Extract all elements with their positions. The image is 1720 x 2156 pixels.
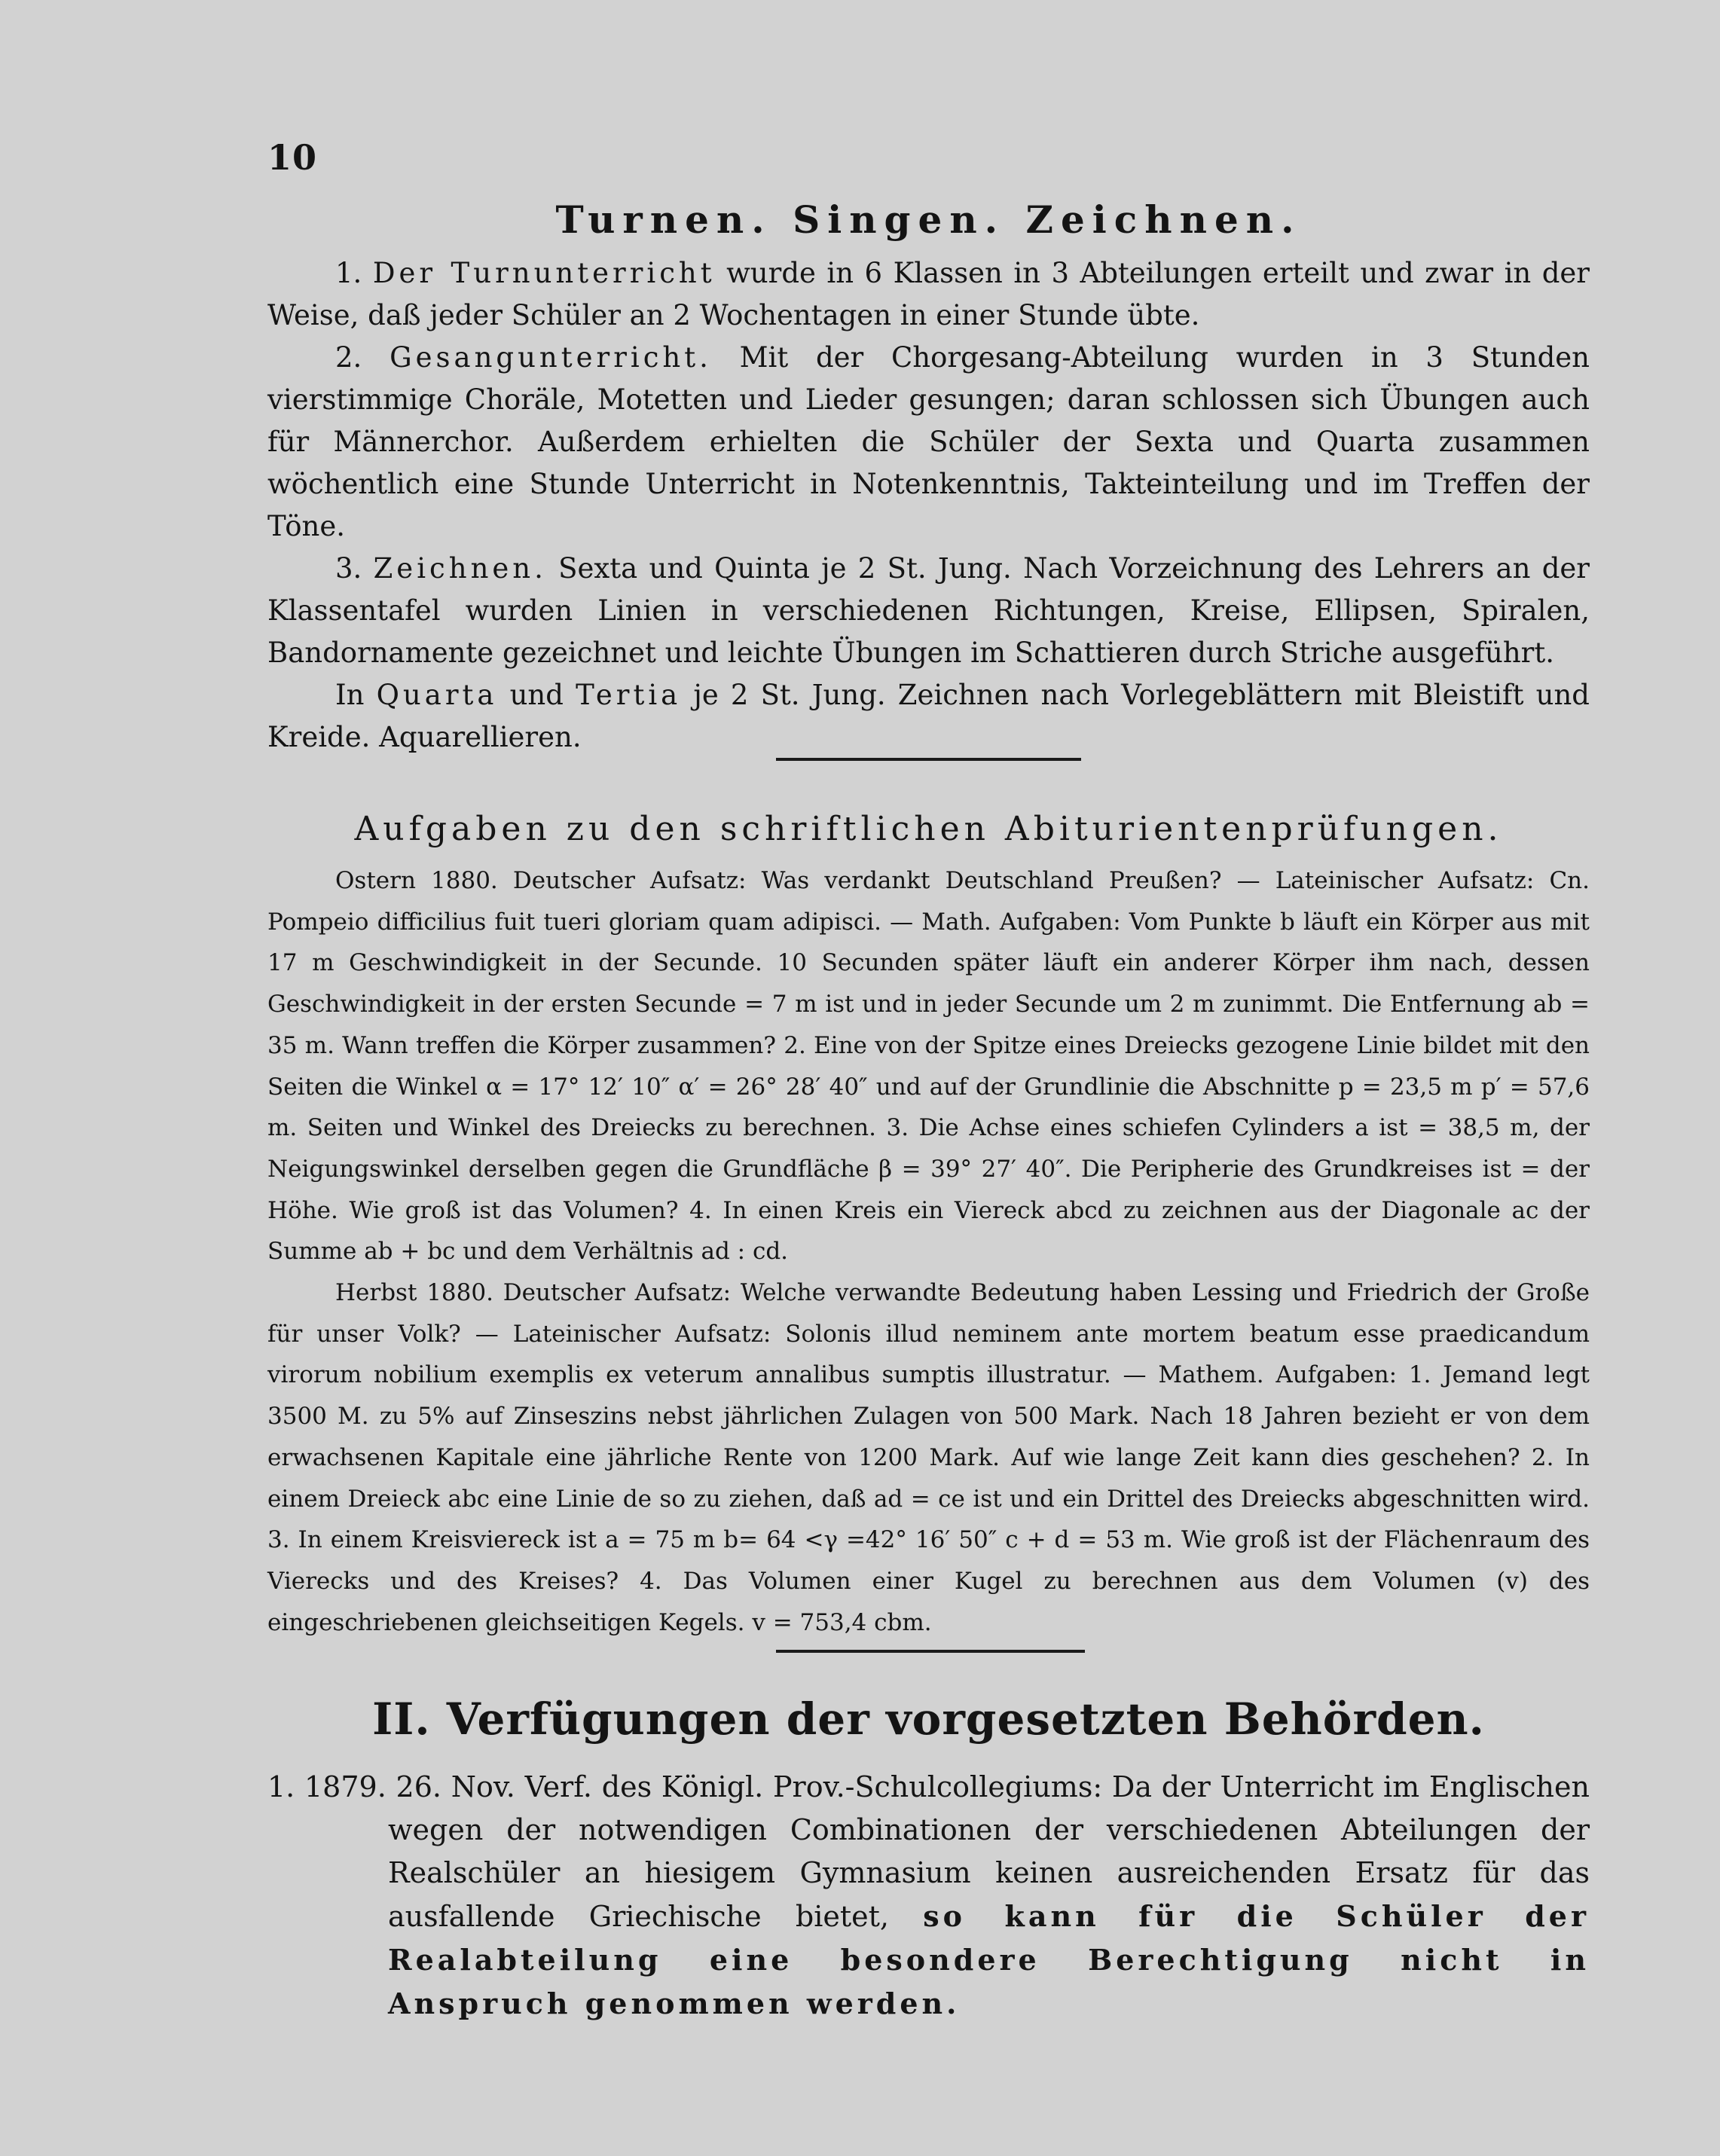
paragraph-herbst-1880: Herbst 1880. Deutscher Aufsatz: Welche verwandte Bedeutung haben Lessing und Friedrich der Große für unser Volk? — Lateinischer Aufsatz: Solonis illud neminem ante mortem beatum esse praedicandum virorum nobilium exemplis ex veterum annalibus sumptis illustratur. — Mathem. Aufgaben: 1. Jemand legt 3500 M. zu 5% auf Zinseszins nebst jährlichen Zulagen von 500 Mark. Nach 18 Jahren bezieht er von dem erwachsenen Kapitale eine jährliche Rente von 1200 Mark. Auf wie lange Zeit kann dies geschehen? 2. In einem Dreieck abc eine Linie de so zu ziehen, daß ad = ce ist und ein Drittel des Dreiecks abgeschnitten wird. 3. In einem Kreisviereck ist a = 75 m b= 64 <γ =42° 16′ 50″ c + d = 53 m. Wie groß ist der Flächenraum des Vierecks und des Kreises? 4. Das Volumen einer Kugel zu berechnen aus dem Volumen (v) des eingeschriebenen gleichseitigen Kegels. v = 753,4 cbm.: [267, 1279, 1590, 1636]
item-number: 2.: [335, 341, 362, 374]
section-verfuegungen-body: [267, 1766, 1590, 2026]
paragraph-lead: In: [335, 679, 377, 711]
paragraph-joiner: und: [497, 679, 576, 711]
section-turnen-body: [267, 252, 1590, 759]
page-number: 10: [267, 137, 318, 178]
paragraph-text: wurde in 6 Klassen in 3 Abteilungen erteilt und zwar in der Weise, daß jeder Schüler an 2 Wochentagen in einer Stunde übte.: [267, 257, 1590, 331]
paragraph-ostern-1880: Ostern 1880. Deutscher Aufsatz: Was verdankt Deutschland Preußen? — Lateinischer Aufsatz: Cn. Pompeio difficilius fuit tueri gloriam quam adipisci. — Math. Aufgaben: Vom Punkte b läuft ein Körper aus mit 17 m Geschwindigkeit in der Secunde. 10 Secunden später läuft ein anderer Körper ihm nach, dessen Geschwindigkeit in der ersten Secunde = 7 m ist und in jeder Secunde um 2 m zunimmt. Die Entfernung ab = 35 m. Wann treffen die Körper zusammen? 2. Eine von der Spitze eines Dreiecks gezogene Linie bildet mit den Seiten die Winkel α = 17° 12′ 10″ α′ = 26° 28′ 40″ und auf der Grundlinie die Abschnitte p = 23,5 m p′ = 57,6 m. Seiten und Winkel des Dreiecks zu berechnen. 3. Die Achse eines schiefen Cylinders a ist = 38,5 m, der Neigungswinkel derselben gegen die Grundfläche β = 39° 27′ 40″. Die Peripherie des Grundkreises ist = der Höhe. Wie groß ist das Volumen? 4. In einen Kreis ein Viereck abcd zu zeichnen aus der Diagonale ac der Summe ab + bc und dem Verhältnis ad : cd.: [267, 867, 1590, 1266]
paragraph-text: je 2 St. Jung. Zeichnen nach Vorlegeblättern mit Bleistift und Kreide. Aquarellieren.: [267, 679, 1590, 753]
section-heading-turnen: Turnen. Singen. Zeichnen.: [555, 197, 1302, 242]
term-zeichnen: Zeichnen.: [373, 552, 547, 585]
paragraph-text: Sexta und Quinta je 2 St. Jung. Nach Vorzeichnung des Lehrers an der Klassentafel wurden Linien in verschiedenen Richtungen, Kreise, Ellipsen, Spiralen, Bandornamente gezeichnet und leichte Übungen im Schattieren durch Striche ausgeführt.: [267, 552, 1590, 669]
section-aufgaben-body: [267, 860, 1590, 1643]
term-turnunterricht: Der Turnunterricht: [372, 257, 716, 289]
section-heading-aufgaben: Aufgaben zu den schriftlichen Abiturientenprüfungen.: [354, 810, 1503, 848]
paragraph-zeichnen: [267, 548, 1590, 674]
paragraph-gesangunterricht: [267, 337, 1590, 548]
term-gesangunterricht: Gesangunterricht.: [390, 341, 712, 374]
paragraph-text: Mit der Chorgesang-Abteilung wurden in 3 Stunden vierstimmige Choräle, Motetten und Lieder gesungen; daran schlossen sich Übungen auch für Männerchor. Außerdem erhielten die Schüler der Sexta und Quarta zusammen wöchentlich eine Stunde Unterricht in Notenkenntnis, Takteinteilung und im Treffen der Töne.: [267, 341, 1590, 542]
item-emphasis: so kann für die Schüler der Realabteilung eine besondere Berechtigung nicht in Anspruch genommen werden.: [388, 1899, 1590, 2020]
item-text: Da der Unterricht im Englischen wegen der notwendigen Combinationen der verschiedenen Abteilungen der Realschüler an hiesigem Gymnasium keinen ausreichenden Ersatz für das ausfallende Griechische bietet,: [388, 1770, 1590, 1933]
item-number: 1.: [335, 257, 362, 289]
paragraph-turnunterricht: [267, 252, 1590, 337]
divider-rule: [776, 758, 1081, 761]
list-item: [267, 1766, 1590, 2026]
divider-rule: [776, 1650, 1085, 1653]
term-quarta: Quarta: [376, 679, 498, 711]
paragraph-quarta-tertia: [267, 674, 1590, 759]
item-number: 3.: [335, 552, 362, 585]
section-heading-verfuegungen: II. Verfügungen der vorgesetzten Behörden.: [372, 1693, 1485, 1745]
item-lead: 1. 1879. 26. Nov. Verf. des Königl. Prov.-Schulcollegiums:: [267, 1770, 1112, 1803]
term-tertia: Tertia: [576, 679, 682, 711]
